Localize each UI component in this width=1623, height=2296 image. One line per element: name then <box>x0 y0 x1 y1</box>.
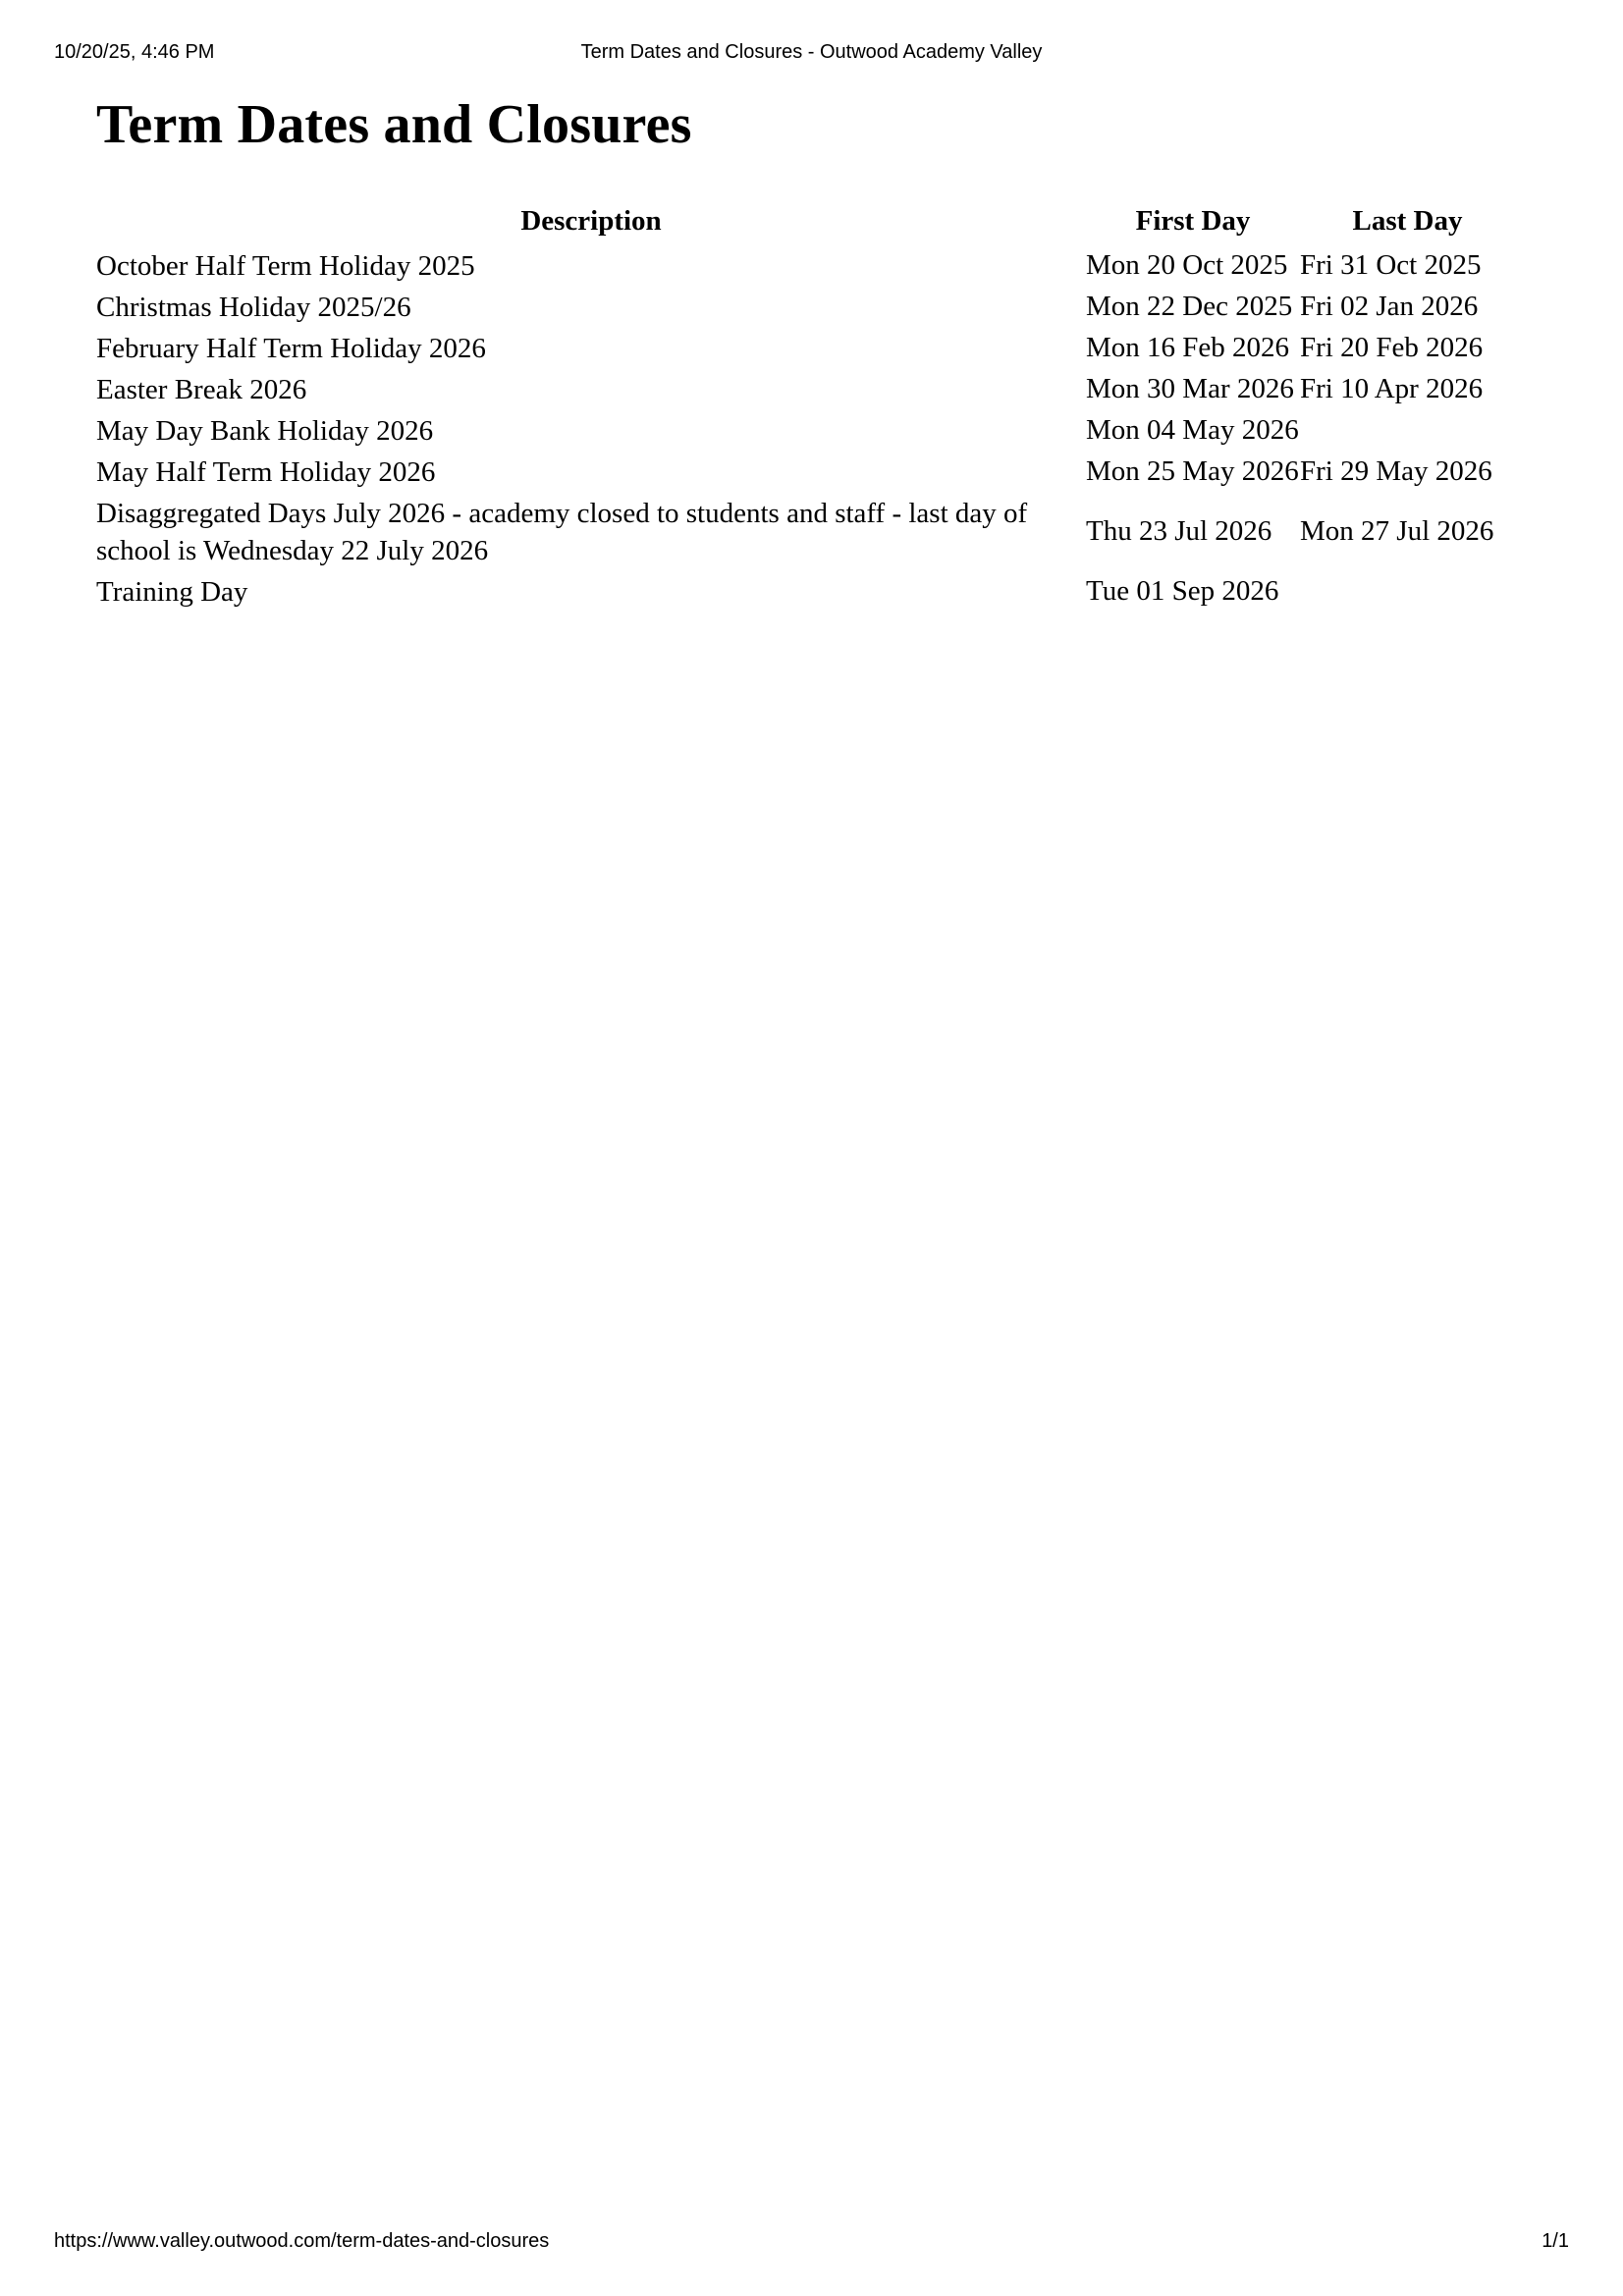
table-row <box>96 328 1515 369</box>
cell-first-day: Mon 20 Oct 2025 <box>1086 249 1288 281</box>
page-title: Term Dates and Closures <box>96 94 692 155</box>
term-dates-table <box>96 202 1515 613</box>
print-footer-url: https://www.valley.outwood.com/term-dates-and-closures <box>54 2230 550 2252</box>
cell-first-day: Mon 25 May 2026 <box>1086 455 1299 487</box>
cell-first-day: Mon 16 Feb 2026 <box>1086 332 1290 363</box>
table-header <box>96 202 1515 245</box>
table-row <box>96 287 1515 328</box>
cell-description: Christmas Holiday 2025/26 <box>96 292 411 323</box>
cell-first-day: Thu 23 Jul 2026 <box>1086 515 1272 547</box>
cell-first-day: Tue 01 Sep 2026 <box>1086 575 1279 607</box>
table-row <box>96 410 1515 452</box>
cell-last-day: Fri 31 Oct 2025 <box>1300 249 1482 281</box>
cell-description: May Day Bank Holiday 2026 <box>96 415 434 447</box>
column-header-first-day: First Day <box>1135 205 1251 237</box>
cell-last-day: Fri 29 May 2026 <box>1300 455 1492 487</box>
column-header-last-day: Last Day <box>1352 205 1463 237</box>
cell-first-day: Mon 22 Dec 2025 <box>1086 291 1293 322</box>
print-header-timestamp: 10/20/25, 4:46 PM <box>54 41 215 63</box>
cell-last-day: Fri 20 Feb 2026 <box>1300 332 1484 363</box>
print-footer-page-indicator: 1/1 <box>1542 2230 1569 2252</box>
table-header-row <box>96 202 1515 245</box>
table-row <box>96 369 1515 410</box>
column-header-description: Description <box>520 205 662 237</box>
print-footer <box>0 2228 1623 2254</box>
cell-description: Disaggregated Days July 2026 - academy closed to students and staff - last day of school is Wednesday 22 July 2026 <box>96 498 1028 566</box>
cell-description: May Half Term Holiday 2026 <box>96 456 436 488</box>
cell-last-day: Fri 10 Apr 2026 <box>1300 373 1484 404</box>
table-row <box>96 493 1515 571</box>
table-row <box>96 452 1515 493</box>
table-body <box>96 245 1515 613</box>
cell-description: February Half Term Holiday 2026 <box>96 333 486 364</box>
cell-description: Easter Break 2026 <box>96 374 307 405</box>
document-content <box>96 94 1520 613</box>
cell-last-day: Mon 27 Jul 2026 <box>1300 515 1494 547</box>
cell-first-day: Mon 30 Mar 2026 <box>1086 373 1294 404</box>
print-header-document-title: Term Dates and Closures - Outwood Academy Valley <box>580 41 1043 63</box>
print-header <box>0 39 1623 65</box>
cell-last-day: Fri 02 Jan 2026 <box>1300 291 1479 322</box>
cell-description: October Half Term Holiday 2025 <box>96 250 475 282</box>
table-row <box>96 571 1515 613</box>
table-row <box>96 245 1515 287</box>
cell-description: Training Day <box>96 576 248 608</box>
cell-first-day: Mon 04 May 2026 <box>1086 414 1299 446</box>
